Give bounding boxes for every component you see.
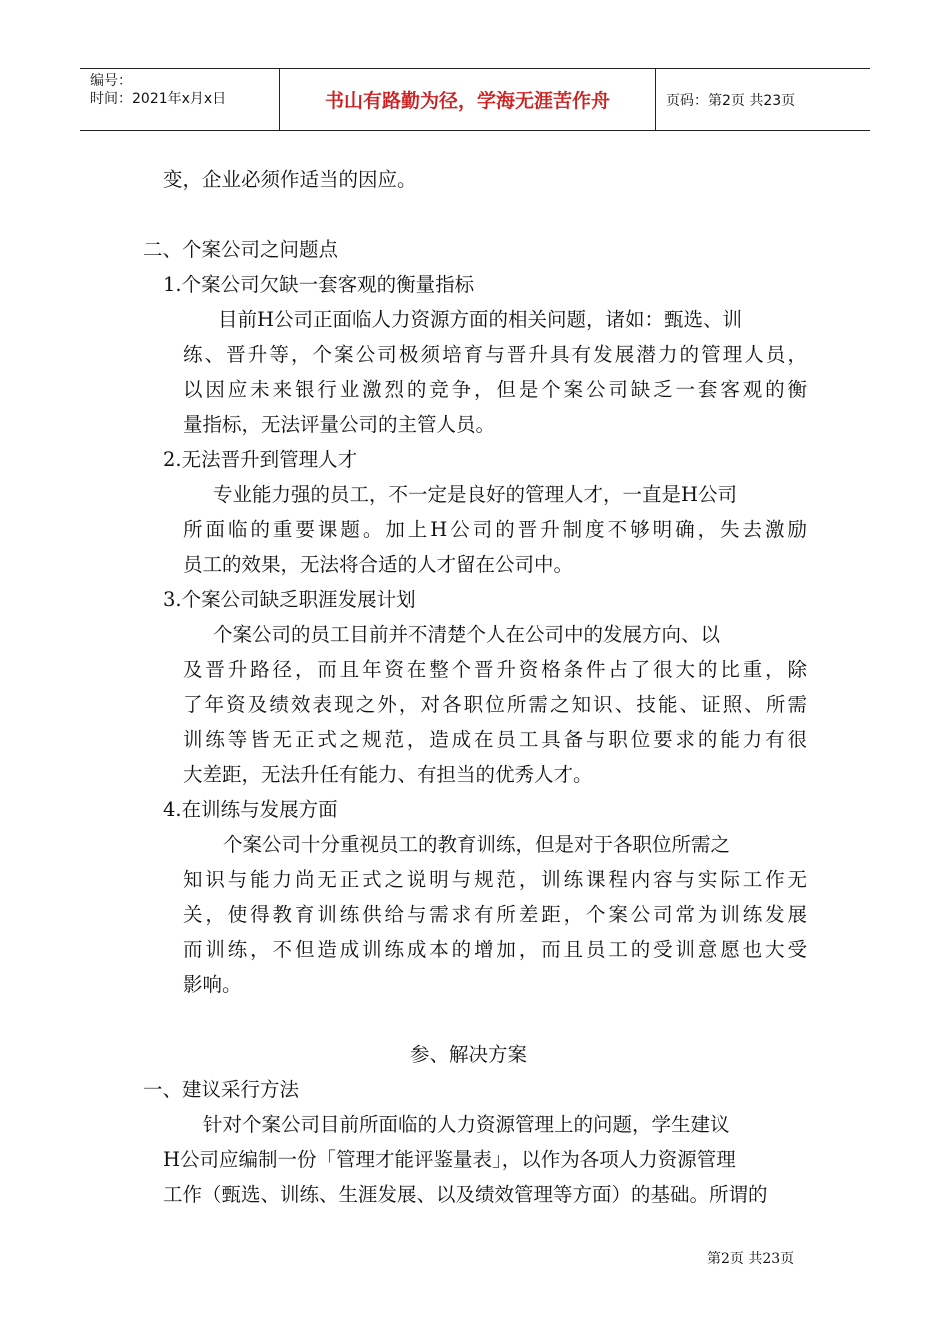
section-heading: 一、建议采行方法 bbox=[143, 1078, 300, 1101]
text-line: 影响。 bbox=[183, 973, 242, 996]
number-label: 编号： bbox=[90, 73, 132, 89]
text-line: 针对个案公司目前所面临的人力资源管理上的问题，学生建议 bbox=[203, 1113, 730, 1136]
text-line: 变，企业必须作适当的因应。 bbox=[163, 168, 417, 191]
header-page-code: 页码：第2页 共23页 bbox=[666, 92, 796, 109]
text-line: 量指标，无法评量公司的主管人员。 bbox=[183, 413, 496, 436]
text-line: 目前H公司正面临人力资源方面的相关问题，诸如：甄选、训 bbox=[218, 308, 743, 331]
text-line: 及晋升路径，而且年资在整个晋升资格条件占了很大的比重，除 bbox=[183, 658, 807, 681]
text-line: 练、晋升等，个案公司极须培育与晋升具有发展潜力的管理人员， bbox=[183, 343, 807, 366]
text-line: 专业能力强的员工，不一定是良好的管理人才，一直是H公司 bbox=[213, 483, 738, 506]
page-header bbox=[80, 68, 870, 131]
text-line: 训练等皆无正式之规范，造成在员工具备与职位要求的能力有很 bbox=[183, 728, 807, 751]
page-footer: 第2页 共23页 bbox=[707, 1251, 795, 1267]
subsection-heading: 1.个案公司欠缺一套客观的衡量指标 bbox=[163, 273, 475, 296]
text-line: 员工的效果，无法将合适的人才留在公司中。 bbox=[183, 553, 574, 576]
text-line: 工作（甄选、训练、生涯发展、以及绩效管理等方面）的基础。所谓的 bbox=[163, 1183, 768, 1206]
text-line: 所面临的重要课题。加上H公司的晋升制度不够明确，失去激励 bbox=[183, 518, 807, 541]
text-line: 而训练，不但造成训练成本的增加，而且员工的受训意愿也大受 bbox=[183, 938, 807, 961]
text-line: 关，使得教育训练供给与需求有所差距，个案公司常为训练发展 bbox=[183, 903, 807, 926]
text-line: 个案公司十分重视员工的教育训练，但是对于各职位所需之 bbox=[223, 833, 731, 856]
time-label: 时间：2021年x月x日 bbox=[90, 91, 227, 107]
text-line: 个案公司的员工目前并不清楚个人在公司中的发展方向、以 bbox=[213, 623, 721, 646]
chapter-heading: 参、解决方案 bbox=[410, 1043, 528, 1066]
text-line: 知识与能力尚无正式之说明与规范，训练课程内容与实际工作无 bbox=[183, 868, 807, 891]
header-motto: 书山有路勤为径，学海无涯苦作舟 bbox=[280, 69, 656, 130]
text-line: H公司应编制一份「管理才能评鉴量表」，以作为各项人力资源管理 bbox=[163, 1148, 736, 1171]
text-line: 大差距，无法升任有能力、有担当的优秀人才。 bbox=[183, 763, 593, 786]
subsection-heading: 3.个案公司缺乏职涯发展计划 bbox=[163, 588, 416, 611]
text-line: 以因应未来银行业激烈的竞争，但是个案公司缺乏一套客观的衡 bbox=[183, 378, 807, 401]
subsection-heading: 4.在训练与发展方面 bbox=[163, 798, 338, 821]
section-heading: 二、个案公司之问题点 bbox=[143, 238, 339, 261]
subsection-heading: 2.无法晋升到管理人才 bbox=[163, 448, 358, 471]
text-line: 了年资及绩效表现之外，对各职位所需之知识、技能、证照、所需 bbox=[183, 693, 807, 716]
header-meta bbox=[80, 69, 280, 130]
